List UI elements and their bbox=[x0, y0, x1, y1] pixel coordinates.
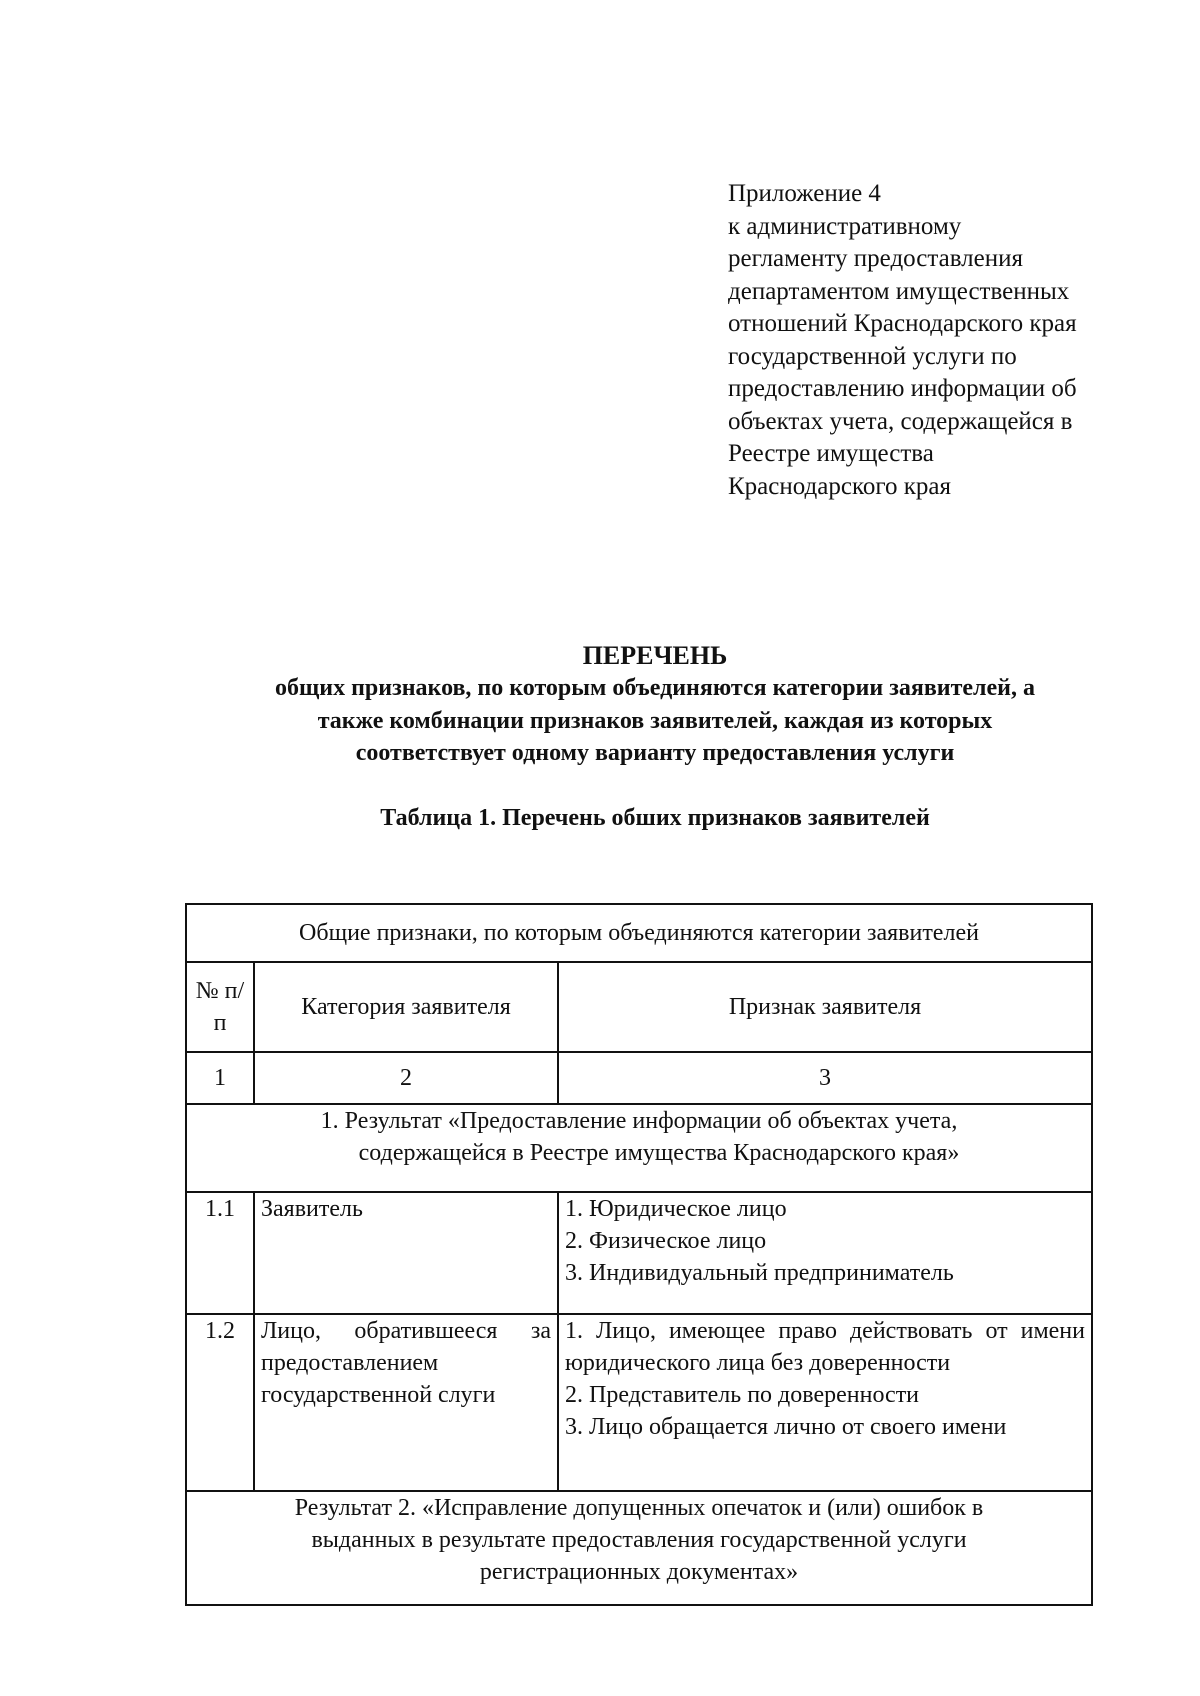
annex-line: департаментом имущественных bbox=[728, 277, 1070, 305]
result-2-line: регистрационных документах» bbox=[479, 1559, 799, 1585]
result-2-line: выданных в результате предоставления государственной услуги bbox=[311, 1527, 967, 1553]
sign-item: 1. Лицо, имеющее право действовать от имени юридического лица без доверенности bbox=[565, 1318, 1085, 1376]
annex-block bbox=[728, 178, 1148, 503]
table-caption: Таблица 1. Перечень обших признаков заявителей bbox=[380, 805, 930, 831]
sign-item: 1. Юридическое лицо bbox=[565, 1196, 787, 1222]
result-2-row bbox=[186, 1491, 1092, 1605]
annex-line: Приложение 4 bbox=[728, 180, 881, 207]
annex-line: объектах учета, содержащейся в bbox=[728, 407, 1073, 435]
row-category: Лицо, обратившееся за предоставлением государственной слуги bbox=[254, 1314, 558, 1491]
column-number-cell: 3 bbox=[558, 1052, 1092, 1104]
column-header-sign: Признак заявителя bbox=[558, 962, 1092, 1052]
subtitle-line: соответствует одному варианту предоставления услуги bbox=[355, 740, 955, 766]
column-header-category: Категория заявителя bbox=[254, 962, 558, 1052]
column-number-cell: 2 bbox=[254, 1052, 558, 1104]
row-signs bbox=[558, 1192, 1092, 1314]
sign-item: 2. Представитель по доверенности bbox=[565, 1382, 920, 1408]
document-title: ПЕРЕЧЕНЬ bbox=[582, 641, 728, 670]
row-number: 1.1 bbox=[186, 1192, 254, 1314]
annex-line: государственной услуги по bbox=[728, 342, 1017, 370]
subtitle-line: также комбинации признаков заявителей, каждая из которых bbox=[317, 707, 993, 734]
result-1-row bbox=[186, 1104, 1092, 1192]
row-number: 1.2 bbox=[186, 1314, 254, 1491]
annex-line: к административному bbox=[728, 212, 962, 240]
table-header: Общие признаки, по которым объединяются категории заявителей bbox=[186, 904, 1092, 962]
annex-line: отношений Краснодарского края bbox=[728, 310, 1077, 337]
subtitle-line: общих признаков, по которым объединяются категории заявителей, а bbox=[274, 675, 1036, 701]
result-1-line: 1. Результат «Предоставление информации об объектах учета, bbox=[320, 1108, 958, 1134]
sign-item: 3. Индивидуальный предприниматель bbox=[565, 1260, 954, 1286]
annex-line: Краснодарского края bbox=[728, 472, 951, 500]
row-signs bbox=[558, 1314, 1092, 1491]
applicants-table bbox=[185, 903, 1093, 1606]
sign-item: 3. Лицо обращается лично от своего имени bbox=[565, 1414, 1007, 1440]
column-number-cell: 1 bbox=[186, 1052, 254, 1104]
result-2-line: Результат 2. «Исправление допущенных опечаток и (или) ошибок в bbox=[294, 1495, 984, 1521]
annex-line: регламенту предоставления bbox=[728, 245, 1024, 272]
annex-line: Реестре имущества bbox=[728, 440, 934, 467]
column-header-number: № п/п bbox=[186, 962, 254, 1052]
row-category: Заявитель bbox=[254, 1192, 558, 1314]
sign-item: 2. Физическое лицо bbox=[565, 1228, 767, 1254]
document-heading bbox=[160, 640, 1150, 770]
annex-line: предоставлению информации об bbox=[728, 375, 1077, 402]
result-1-line: содержащейся в Реестре имущества Краснодарского края» bbox=[358, 1140, 960, 1166]
